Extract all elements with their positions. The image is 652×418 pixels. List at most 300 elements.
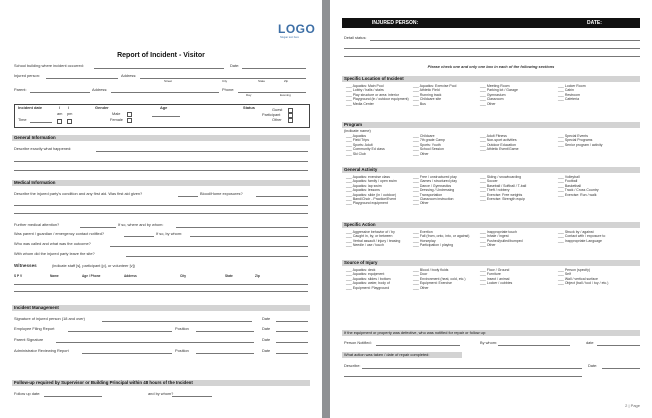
witness-col-spv: S P V [14,274,23,278]
checkbox-option-label: Track / Cross Country [564,188,599,193]
further-label: Further medical attention? [14,222,60,227]
checkbox-option[interactable] [558,143,603,147]
witness-row-2[interactable] [14,291,308,292]
checkbox-blank[interactable]: ___ [558,175,565,179]
checkbox-blank[interactable]: ___ [480,147,487,152]
checkbox-blank[interactable]: ___ [480,230,487,234]
action-date-label: Date: [588,363,598,368]
page-number: 2 | Page [625,403,640,408]
other-checkbox[interactable] [288,118,293,123]
checkbox-option[interactable] [558,239,602,243]
witness-col-age: Age / Phone [82,274,101,278]
checkbox-option-label: Special Programs [564,138,593,143]
checkbox-blank[interactable]: ___ [480,272,487,277]
checkbox-option-label: Aquatics: family / open swim [352,179,397,184]
checkbox-blank[interactable]: ___ [480,276,487,281]
checkbox-option-label: Playground (in / outdoor equipment) [352,97,409,102]
checkbox-blank[interactable]: ___ [558,97,565,102]
parent-field[interactable] [30,92,90,93]
checkbox-option-label: Aquatics: slide (in / outdoor) [352,192,397,197]
action-header: What action was taken / date of repair completed: [342,352,462,358]
checkbox-option-label: Senior program / activity [564,142,603,147]
checkbox-blank[interactable]: ___ [480,243,487,248]
checkbox-blank[interactable]: ___ [413,197,420,201]
checkbox-blank[interactable]: ___ [480,88,487,93]
checkbox-option[interactable] [346,243,384,247]
checkbox-blank[interactable]: ___ [480,234,487,239]
checkbox-option[interactable] [413,243,453,247]
checkbox-option-label: Adult Fitness [486,134,507,138]
checkbox-blank[interactable]: ___ [413,175,420,179]
sig-row-field[interactable] [56,342,254,343]
ifso-field[interactable] [176,227,308,228]
time-field[interactable] [30,122,52,123]
checkbox-blank[interactable]: ___ [346,147,353,152]
zip-sub: Zip [284,79,289,83]
parent-contacted-field[interactable] [124,236,154,237]
checkbox-option-label: Outdoor Education [486,142,516,147]
section-header: General Activity [342,167,640,173]
witness-row-1[interactable] [14,284,308,285]
ifso-whom-label: If so, by whom: [156,231,183,236]
checkbox-blank[interactable]: ___ [558,234,565,239]
checkbox-blank[interactable]: ___ [480,197,487,201]
pm-checkbox[interactable] [67,119,72,124]
checkbox-option[interactable] [480,147,519,151]
checkbox-blank[interactable]: ___ [558,92,565,97]
section-subtitle: (indicate name) [344,128,371,133]
checkbox-blank[interactable]: ___ [346,88,353,93]
checkbox-blank[interactable]: ___ [558,183,565,188]
checkbox-option-label: Volleyball [564,175,580,179]
checkbox-blank[interactable]: ___ [480,238,487,243]
checkbox-blank[interactable]: ___ [480,268,487,272]
checkbox-option[interactable] [413,201,429,205]
checkbox-option[interactable] [413,102,426,106]
parent-address-field[interactable] [111,92,219,93]
general-info-header: General Information [12,135,310,141]
checkbox-option-label: Pushed/pulled/bumped [486,238,523,243]
checkbox-option-label: Play structure or area: interior [352,92,399,97]
checkbox-blank[interactable]: ___ [346,138,353,143]
checkbox-option-label: Verbal assault / injury / teasing [352,238,401,243]
checkbox-option-label: Insect / animal [486,276,510,281]
checkbox-option-label: Inappropriate touch [486,230,517,234]
checkbox-blank[interactable]: ___ [346,243,353,248]
witness-col-city: City [180,274,187,278]
blood-field[interactable] [256,196,308,197]
street-sub: Street [164,79,173,83]
checkbox-option[interactable] [413,286,429,290]
header-date-label: DATE: [587,20,602,26]
age-field[interactable] [152,116,180,117]
checkbox-blank[interactable]: ___ [413,281,420,286]
witness-col-state: State [225,274,233,278]
checkbox-blank[interactable]: ___ [413,138,420,143]
checkbox-option-label: Floor / Ground [486,268,510,272]
checkbox-option-label: Non-sport activities [486,138,517,143]
checkbox-option-label: Aquatics: Exercise Pool [419,84,457,88]
checkbox-blank[interactable]: ___ [413,151,420,156]
school-field[interactable] [94,68,224,69]
checkbox-blank[interactable]: ___ [413,243,420,248]
checkbox-option[interactable] [346,286,389,290]
checkbox-blank[interactable]: ___ [480,179,487,184]
checkbox-blank[interactable]: ___ [346,151,353,156]
am-checkbox[interactable] [57,119,62,124]
checkbox-option[interactable] [346,201,388,205]
checkbox-blank[interactable]: ___ [346,201,353,206]
describe-label-2: Describe: [344,363,361,368]
checkbox-blank[interactable]: ___ [346,188,353,193]
checkbox-option-label: Aquatics: Main Pool [352,84,384,88]
checkbox-option-label: School Session [419,147,444,152]
checkbox-option-label: Athletic Field [419,88,440,93]
checkbox-option-label: Other [419,285,429,290]
checkbox-blank[interactable]: ___ [480,175,487,179]
followup-header: Follow-up required by Supervisor or Building Principal within 48 hours of the Incident [12,380,310,386]
sig-row-label: Parent Signature [14,337,44,342]
sig-row-date-label: Date [262,337,271,342]
checkbox-option[interactable] [480,243,496,247]
address-label: Address: [121,73,137,78]
witness-col-name: Name [50,274,59,278]
action-describe-line-2[interactable] [344,376,582,377]
injured-field[interactable] [46,78,118,79]
sig-row-position-field[interactable] [196,331,254,332]
checkbox-blank[interactable]: ___ [413,101,420,106]
sig-row-position-label: Position [175,326,189,331]
checkbox-option-label: Other [486,243,496,248]
checkbox-option-label: Caught in, by, or between [352,234,393,239]
checkbox-blank[interactable]: ___ [413,238,420,243]
time-label: Time [18,117,27,122]
checkbox-option-label: Equipment: Exercise [419,281,452,286]
female-checkbox[interactable] [127,118,132,123]
checkbox-blank[interactable]: ___ [480,142,487,147]
incident-mgmt-header: Incident Management [12,305,310,311]
checkbox-blank[interactable]: ___ [480,281,487,286]
action-date-field[interactable] [602,368,640,369]
checkbox-blank[interactable]: ___ [413,230,420,234]
checkbox-option-label: Dance / Gymnastics [419,183,452,188]
sig-row-field[interactable] [82,353,172,354]
age-label: Age [160,105,168,110]
witness-col-zip: Zip [255,274,260,278]
checkbox-option-label: Athletic Event/Game [486,147,519,152]
detail-line-3[interactable] [344,56,640,57]
checkbox-blank[interactable]: ___ [346,285,353,290]
checkbox-blank[interactable]: ___ [558,230,565,234]
checkbox-option[interactable] [480,197,525,201]
logo-slogan: Slogan text here [280,36,299,39]
checkbox-option[interactable] [480,281,512,285]
checkbox-blank[interactable]: ___ [413,179,420,184]
checkbox-blank[interactable]: ___ [346,268,353,272]
and-by-whom-label: and by whom? [148,391,174,396]
checkbox-option-label: Horseplay [419,238,436,243]
male-checkbox[interactable] [127,112,132,117]
checkbox-option-label: Community Ed class [352,147,385,152]
address-label-2: Address: [92,87,108,92]
checkbox-option-label: Door [419,272,428,277]
incident-date-label: Incident date [18,105,42,110]
checkbox-blank[interactable]: ___ [346,272,353,277]
checkbox-option-label: Childcare site [419,97,442,102]
checkbox-option-label: Gymnasium [486,92,506,97]
checkbox-option-label: Transportation [419,192,443,197]
checkbox-blank[interactable]: ___ [413,97,420,102]
checkbox-blank[interactable]: ___ [480,84,487,88]
form-page-2 [330,0,652,418]
checkbox-option-label: Skiing / snowboarding [486,175,522,179]
detail-line-1[interactable] [370,40,640,41]
injury-line-3[interactable] [14,213,308,214]
checkbox-blank[interactable]: ___ [346,97,353,102]
checkbox-option-label: Other [486,101,496,106]
describe-line-2[interactable] [14,161,308,162]
checkbox-blank[interactable]: ___ [413,134,420,138]
checkbox-blank[interactable]: ___ [558,272,565,277]
checkbox-option-label: 7th grade Camp [419,138,445,143]
checkbox-blank[interactable]: ___ [558,192,565,197]
checkbox-blank[interactable]: ___ [480,183,487,188]
phone-label: Phone: [222,87,235,92]
first-aid-field[interactable] [178,196,198,197]
checkbox-option-label: Games / structured play [419,179,457,184]
checkbox-option-label: Cabin [564,88,574,93]
checkbox-blank[interactable]: ___ [480,188,487,193]
date-slash-2: / [68,105,70,110]
checkbox-blank[interactable]: ___ [558,88,565,93]
checkbox-option-label: Aquatics: deck [352,268,376,272]
checkbox-blank[interactable]: ___ [346,175,353,179]
checkbox-blank[interactable]: ___ [413,285,420,290]
gender-label: Gender [95,105,109,110]
checkbox-option-label: Needle / use / touch [352,243,384,248]
checkbox-option-label: Bus [419,101,426,106]
page-title: Report of Incident - Visitor [117,52,205,59]
sig-row-position-label: Position [175,348,189,353]
checkbox-blank[interactable]: ___ [413,192,420,197]
checkbox-option-label: Person (specify) [564,268,591,272]
checkbox-option-label: Baseball / Softball / T-ball [486,183,527,188]
checkbox-blank[interactable]: ___ [413,272,420,277]
injured-label: Injured person: [14,73,40,78]
checkbox-option[interactable] [413,152,429,156]
checkbox-option-label: Aggressive behavior of / by [352,230,395,234]
ifso-whom-field[interactable] [190,236,308,237]
checkbox-blank[interactable]: ___ [413,201,420,206]
notified-date-field[interactable] [597,345,640,346]
checkbox-option-label: Aquatics: exercise class [352,175,390,179]
checkbox-option[interactable] [480,102,496,106]
state-sub: State [258,79,266,83]
pm-label: pm [67,111,73,116]
checkbox-blank[interactable]: ___ [480,92,487,97]
checkbox-blank[interactable]: ___ [346,192,353,197]
date-field[interactable] [242,68,306,69]
guest-label: Guest [272,107,283,112]
checkbox-option-label: Environment (heat, cold, etc.) [419,276,466,281]
checkbox-blank[interactable]: ___ [413,276,420,281]
who-called-label: Who was called and what was the outcome? [14,241,91,246]
checkbox-blank[interactable]: ___ [346,134,353,138]
school-label: School building where incident occurred: [14,63,84,68]
checkbox-option[interactable] [346,102,374,106]
further-field[interactable] [80,227,116,228]
form-page-1 [0,0,322,418]
checkbox-option[interactable] [558,281,608,285]
logo: LOGO [278,22,316,36]
checkbox-blank[interactable]: ___ [558,134,565,138]
checkbox-option-label: Participation / playing [419,243,454,248]
checkbox-blank[interactable]: ___ [346,142,353,147]
checkbox-blank[interactable]: ___ [480,101,487,106]
checkbox-option-label: Running track [419,92,442,97]
checkbox-blank[interactable]: ___ [558,188,565,193]
and-by-whom-field[interactable] [172,396,212,397]
am-label: am [57,111,63,116]
checkbox-blank[interactable]: ___ [558,138,565,143]
sig-row-field[interactable] [102,321,252,322]
checkbox-blank[interactable]: ___ [480,138,487,143]
section-header: Specific Action [342,222,640,228]
checkbox-option-label: Struck by / against [564,230,594,234]
checkbox-blank[interactable]: ___ [413,183,420,188]
checkbox-blank[interactable]: ___ [558,276,565,281]
checkbox-blank[interactable]: ___ [480,97,487,102]
checkbox-option-label: Exertion [419,230,433,234]
sig-row-position-field[interactable] [196,353,254,354]
injured-person-header [342,18,640,28]
describe-line-1[interactable] [96,151,308,152]
parent-contacted-label: Was parent / guardian / emergency contact notified? [14,231,105,236]
male-label: Male [112,111,121,116]
who-called-field[interactable] [110,246,308,247]
witnesses-heading: Witnesses [14,263,37,268]
checkbox-option-label: Cafeteria [564,97,580,102]
checkbox-option-label: Locker / cubbies [486,281,513,286]
checkbox-option-label: Inappropriate Language [564,238,602,243]
checkbox-blank[interactable]: ___ [413,92,420,97]
checkbox-blank[interactable]: ___ [413,88,420,93]
phone-evening-sub: Evening [280,93,291,97]
checkbox-option-label: Band/Choir - Practice/Event [352,197,396,201]
checkbox-blank[interactable]: ___ [413,188,420,193]
checkbox-option-label: Theft / robbery [486,188,510,193]
checkbox-option[interactable] [558,193,597,197]
witnesses-hint: (indicate staff [s], participant [p], or volunteer [v]) [52,263,135,268]
sig-row-date-field[interactable] [276,331,308,332]
checkbox-option-label: Aquatics: slides / bottom [352,276,391,281]
checkbox-option-label: Aquatics [352,134,367,138]
checkbox-option-label: Aquatics: lap swim [352,183,382,188]
injury-line-2[interactable] [14,205,308,206]
checkbox-option-label: Childcare [419,134,435,138]
checkbox-option-label: Field Trips [352,138,369,143]
participant-label: Participant [262,112,281,117]
sig-row-date-field[interactable] [276,353,308,354]
checkbox-blank[interactable]: ___ [346,234,353,239]
checkbox-blank[interactable]: ___ [558,179,565,184]
checkbox-option-label: Playground equipment [352,201,388,206]
checkbox-blank[interactable]: ___ [480,192,487,197]
checkbox-blank[interactable]: ___ [558,268,565,272]
checkbox-option-label: Wall / vertical surface [564,276,598,281]
blood-label: Blood/Home exposures? [200,191,243,196]
checkbox-option-label: Self [564,272,571,277]
checkbox-option-label: Other [419,151,429,156]
checkbox-blank[interactable]: ___ [346,281,353,286]
checkbox-blank[interactable]: ___ [480,134,487,138]
by-whom-field[interactable] [498,345,570,346]
sig-row-label: Administrator Reviewing Report [14,348,69,353]
notified-date-label: date [586,340,594,345]
sig-row-date-label: Date [262,316,271,321]
checkbox-blank[interactable]: ___ [346,92,353,97]
checkbox-blank[interactable]: ___ [346,84,353,88]
checkbox-blank[interactable]: ___ [558,281,565,286]
sig-row-date-label: Date [262,348,271,353]
section-header: Program [342,122,640,128]
detail-line-2[interactable] [344,48,640,49]
sig-row-field[interactable] [68,331,172,332]
checkbox-blank[interactable]: ___ [558,84,565,88]
checkbox-blank[interactable]: ___ [346,238,353,243]
followup-date-field[interactable] [44,396,102,397]
medical-info-header: Medical Information [12,180,310,186]
sig-row-date-field[interactable] [276,342,308,343]
checkbox-option-label: Locker Room [564,84,586,88]
describe-line-3[interactable] [14,170,308,171]
date-label: Date: [230,63,240,68]
checkbox-blank[interactable]: ___ [346,101,353,106]
checkbox-blank[interactable]: ___ [346,276,353,281]
checkbox-option-label: Inhale / ingest [486,234,509,239]
checkbox-option-label: Aquatics: water, body of [352,281,390,286]
with-whom-field[interactable] [126,256,308,257]
checkbox-option-label: Sports: Youth [419,142,441,147]
checkbox-blank[interactable]: ___ [346,183,353,188]
person-notified-field[interactable] [376,345,460,346]
checkbox-blank[interactable]: ___ [413,142,420,147]
witness-col-address: Address [124,274,137,278]
followup-date-label: Follow up date: [14,391,41,396]
action-describe-field[interactable] [362,368,582,369]
checkbox-blank[interactable]: ___ [346,197,353,201]
checkbox-option[interactable] [558,97,579,101]
checkbox-blank[interactable]: ___ [413,234,420,239]
sig-row-label: Signature of injured person (18 and over) [14,316,85,321]
checkbox-option-label: Exercise: Run / walk [564,192,597,197]
checkbox-blank[interactable]: ___ [413,84,420,88]
checkbox-blank[interactable]: ___ [346,230,353,234]
checkbox-blank[interactable]: ___ [413,268,420,272]
sig-row-label: Employee Filing Report [14,326,55,331]
checkbox-option-label: Classroom instruction [419,197,454,201]
checkbox-blank[interactable]: ___ [558,142,565,147]
injured-person-label: INJURED PERSON: [372,20,419,26]
checkbox-blank[interactable]: ___ [413,147,420,152]
person-notified-label: Person Notified: [344,340,372,345]
parent-label: Parent: [14,87,27,92]
checkbox-blank[interactable]: ___ [346,179,353,184]
ifso-label: If so, where and by whom: [118,222,164,227]
checkbox-blank[interactable]: ___ [558,238,565,243]
checkbox-option[interactable] [346,152,366,156]
sig-row-date-field[interactable] [276,321,308,322]
